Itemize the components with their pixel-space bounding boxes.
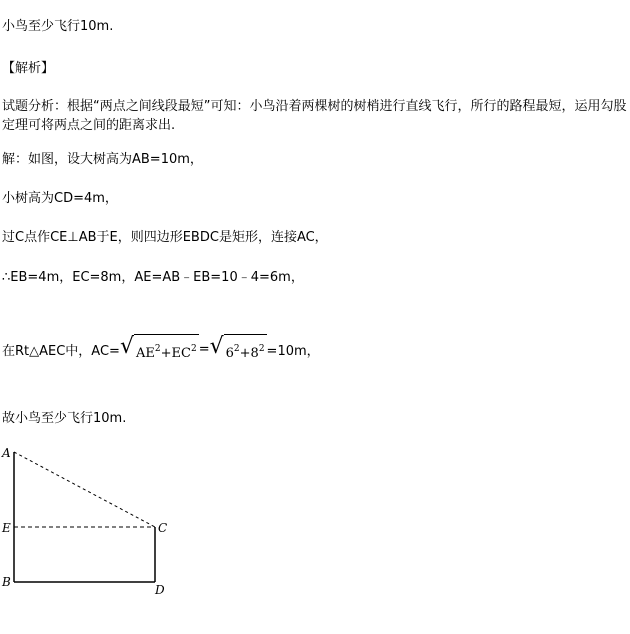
formula-prefix: 在Rt△AEC中，AC= xyxy=(2,343,120,359)
solution-step-1: 解：如图，设大树高为AB=10m， xyxy=(2,152,203,167)
radical-sign-icon: √ xyxy=(209,334,224,359)
point-label-d: D xyxy=(155,583,165,597)
radicand-1: $AE^2+EC^2$ xyxy=(134,334,199,364)
analysis-heading: 【解析】 xyxy=(2,61,55,76)
sqrt-expression-1 xyxy=(120,334,199,364)
solution-step-3: 过C点作CE⊥AB于E，则四边形EBDC是矩形，连接AC， xyxy=(2,230,328,245)
radical-sign-icon: √ xyxy=(119,334,134,359)
segment-ac-dashed xyxy=(14,452,155,527)
pythagorean-formula xyxy=(2,334,320,364)
formula-suffix: =10m， xyxy=(266,343,320,359)
solution-step-4: ∴EB=4m，EC=8m，AE=AB﹣EB=10﹣4=6m， xyxy=(2,270,304,285)
answer-line: 小鸟至少飞行10m. xyxy=(2,19,114,34)
point-label-c: C xyxy=(158,521,168,535)
formula-equals: = xyxy=(198,341,210,357)
analysis-intro: 试题分析：根据“两点之间线段最短”可知：小鸟沿着两棵树的树梢进行直线飞行，所行的路程最短，运用勾股定理可将两点之间的距离求出. xyxy=(2,99,627,133)
point-label-b: B xyxy=(2,575,11,589)
point-label-a: A xyxy=(2,446,11,460)
sqrt-expression-2 xyxy=(210,334,267,364)
radicand-2: $6^2+8^2$ xyxy=(224,334,267,364)
point-label-e: E xyxy=(2,521,11,535)
geometry-diagram xyxy=(0,440,200,600)
solution-step-2: 小树高为CD=4m， xyxy=(2,191,118,206)
conclusion: 故小鸟至少飞行10m. xyxy=(2,411,127,426)
